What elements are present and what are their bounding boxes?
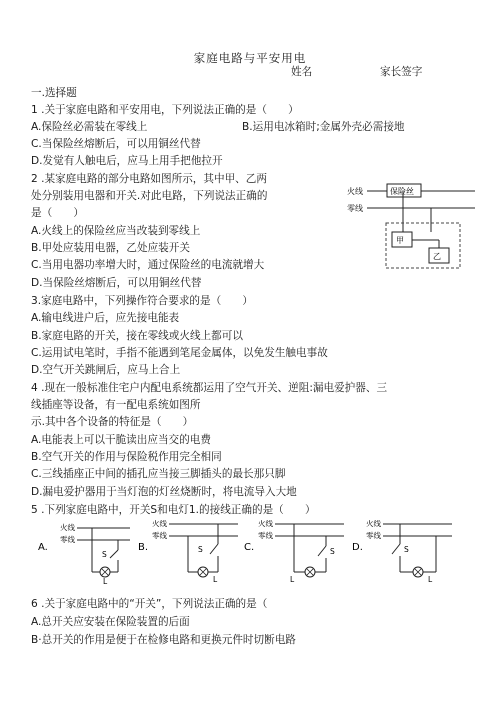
q5-option-c-label: C. [244,542,255,553]
q5-option-a [38,522,130,586]
question-6-stem: 6 .关于家庭电路中的“开关”，下列说法正确的是（ [31,598,268,610]
q5-option-a-label: A. [38,542,48,553]
q5-option-d-live: 火线 [366,520,381,528]
question-1-stem: 1 .关于家庭电路和平安用电，下列说法正确的是（ ） [31,104,299,116]
q5-option-a-live: 火线 [60,523,75,532]
question-4-stem-line-3: 示.其中各个设备的特征是（ ） [31,416,194,428]
q5-option-b-neutral: 零线 [152,531,167,540]
question-1-option-a: A.保险丝必需装在零线上 [31,121,148,133]
q5-option-d-lamp: L [428,575,433,584]
name-label: 姓名 [291,66,313,78]
q5-option-d-label: D. [352,542,363,553]
q5-option-d [352,520,452,584]
question-4-stem-line-1: 4 .现在一般标准住宅户内配电系统都运用了空气开关、逆阻:漏电爱护器、三 [31,382,388,394]
question-2-stem-line-2: 处分别装用电器和开关.对此电路，下列说法正确的 [31,190,268,202]
question-3-option-a: A.输电线进户后，应先接电能表 [31,312,180,324]
question-5-options-figure [30,520,470,586]
q5-option-c-live: 火线 [258,520,273,528]
q5-option-a-switch: S [102,550,107,559]
question-4-stem-line-2: 线插座等设备，有一配电系统如图所 [31,399,201,411]
q5-option-c-switch: S [330,547,335,556]
question-3-option-d: D.空气开关跳闸后，应马上合上 [31,364,181,376]
q5-option-b-live: 火线 [152,520,167,528]
question-6-option-b: B·总开关的作用是便于在检修电路和更换元件时切断电路 [31,634,296,646]
question-4-option-a: A.电能表上可以干脆读出应当交的电费 [31,434,211,446]
q5-option-c-neutral: 零线 [258,531,273,540]
question-2-option-c: C.当用电器功率增大时，通过保险丝的电流就增大 [31,259,265,271]
q5-option-b-lamp: L [213,575,218,584]
q2-box-yi-label: 乙 [433,252,441,261]
page-title: 家庭电路与平安用电 [193,51,307,65]
question-6-option-a: A.总开关应安装在保险装置的后面 [31,616,190,628]
question-2-option-a: A.火线上的保险丝应当改装到零线上 [31,225,201,237]
q5-option-b-switch: S [198,545,203,554]
question-2-circuit-figure [345,172,480,272]
q5-option-a-neutral: 零线 [60,535,75,544]
parent-sign-label: 家长签字 [380,66,423,78]
question-1-option-c: C.当保险丝熔断后，可以用铜丝代替 [31,138,201,150]
question-4-option-b: B.空气开关的作用与保险税作用完全相同 [31,451,222,463]
question-3-option-c: C.运用试电笔时，手指不能遇到笔尾金属体，以免发生触电事故 [31,347,328,359]
question-3-stem: 3.家庭电路中，下列操作符合要求的是（ ） [31,295,253,307]
q2-neutral-label: 零线 [347,204,363,213]
q5-option-b-label: B. [138,542,149,553]
question-2-option-b: B.甲处应装用电器，乙处应装开关 [31,242,190,254]
q2-box-jia-label: 甲 [396,236,404,245]
question-4-option-d: D.漏电爱护器用于当灯泡的灯丝烧断时，将电流导入大地 [31,486,297,498]
question-1-option-d: D.发觉有人触电后，应马上用手把他拉开 [31,155,223,167]
question-2-stem-line-1: 2 .某家庭电路的部分电路如图所示，其中甲、乙两 [31,173,267,185]
q5-option-c-lamp: L [290,575,295,584]
question-1-option-b: B.运用电冰箱时;金属外壳必需接地 [242,121,405,133]
q2-live-label: 火线 [347,187,363,196]
q5-option-d-switch: S [404,545,409,554]
question-5-stem: 5 .下列家庭电路中，开关S和电灯1.的接线正确的是（ ） [31,504,316,516]
section-heading: 一.选择题 [31,87,77,99]
question-2-option-d: D.当保险丝熔断后，可以用铜丝代替 [31,277,202,289]
question-4-option-c: C.三线插座正中间的插孔应当接三脚插头的最长那只脚 [31,468,286,480]
q5-option-d-neutral: 零线 [366,531,381,540]
question-3-option-b: B.家庭电路的开关，接在零线或火线上都可以 [31,330,243,342]
q5-option-b [138,520,238,584]
q5-option-c [244,520,344,584]
q5-option-a-lamp: L [103,577,108,586]
question-2-stem-line-3: 是（ ） [31,207,84,219]
q2-fuse-label: 保险丝 [390,187,414,196]
